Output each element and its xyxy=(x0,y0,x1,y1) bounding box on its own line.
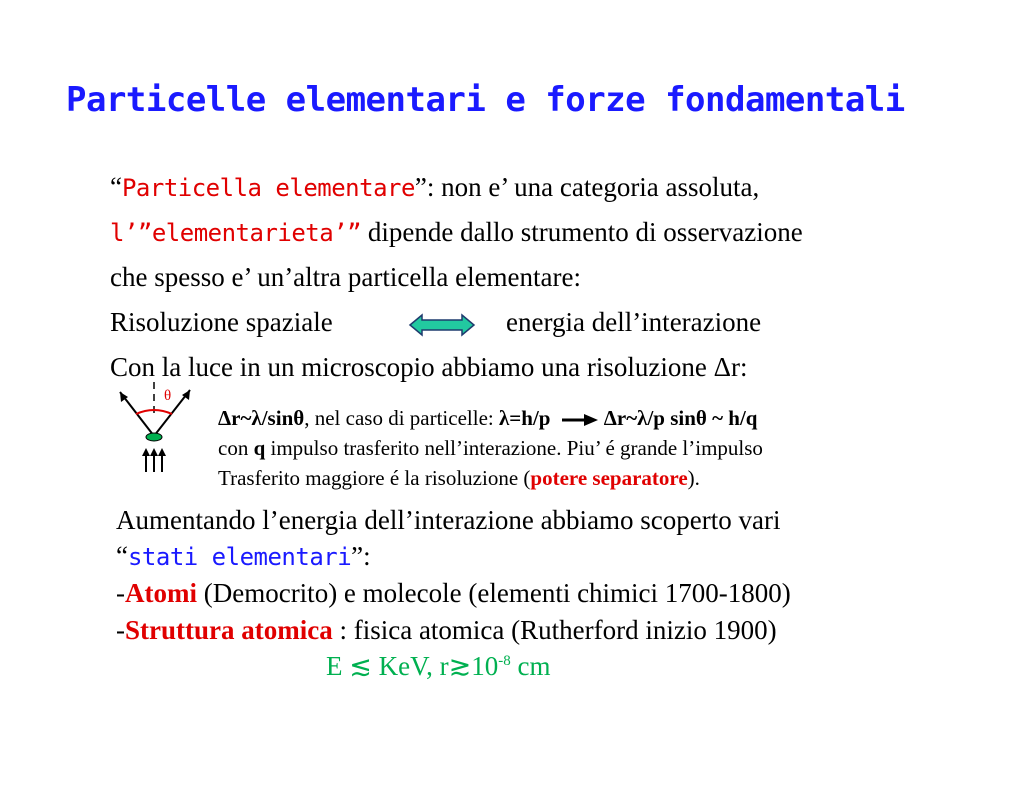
formula-hq: Δr~λ/p sinθ ~ h/q xyxy=(603,406,758,430)
resolution-left-text: Risoluzione spaziale xyxy=(110,307,333,337)
para1-line2 xyxy=(110,217,803,248)
double-arrow-icon xyxy=(408,312,476,338)
atomi-rest: (Democrito) e molecole (elementi chimici 1700-1800) xyxy=(196,578,791,608)
dash: - xyxy=(116,615,125,645)
quote-close-2: ”: xyxy=(351,541,371,571)
energy-a: E ≲ KeV, r≳10 xyxy=(326,651,499,681)
theta-label: θ xyxy=(164,388,172,404)
line1-rest: ”: non e’ una categoria assoluta, xyxy=(414,172,760,202)
para1-line3: che spesso e’ un’altra particella elementare: xyxy=(110,262,581,292)
term-prefix: l’ xyxy=(110,219,138,247)
formula-l2a: con xyxy=(218,436,254,460)
energy-scale xyxy=(326,651,550,682)
energy-unit: cm xyxy=(510,651,551,681)
slide-title: Particelle elementari e forze fondamentali xyxy=(66,80,905,120)
line2-rest: dipende dallo strumento di osservazione xyxy=(361,217,803,247)
term-elementarieta: ”elementarieta’” xyxy=(137,219,362,247)
formula-l2c: impulso trasferito nell’interazione. Piu’ é grande l’impulso xyxy=(265,436,763,460)
formula-line1 xyxy=(218,406,757,431)
microscope-diagram xyxy=(108,380,208,480)
formula-l3c: ). xyxy=(687,466,700,490)
implies-arrow-icon xyxy=(560,412,600,428)
resolution-right-text: energia dell’interazione xyxy=(506,307,762,337)
bullet-struttura xyxy=(116,615,777,646)
quote-open: “ xyxy=(110,172,122,202)
struttura-label: Struttura atomica xyxy=(125,615,333,645)
para1-line1 xyxy=(110,172,759,203)
formula-line2 xyxy=(218,436,763,461)
formula-q: q xyxy=(253,436,266,460)
para2-line2 xyxy=(116,541,371,572)
atomi-label: Atomi xyxy=(125,578,197,608)
bullet-atomi xyxy=(116,578,791,609)
formula-text: , nel caso di particelle: xyxy=(304,406,499,430)
dash: - xyxy=(116,578,125,608)
para1-line5: Con la luce in un microscopio abbiamo una risoluzione Δr: xyxy=(110,352,748,382)
para2-line1: Aumentando l’energia dell’interazione abbiamo scoperto vari xyxy=(116,505,781,535)
formula-dr: Δr~λ/sinθ xyxy=(218,406,305,430)
formula-line3 xyxy=(218,466,700,491)
struttura-rest: : fisica atomica (Rutherford inizio 1900) xyxy=(332,615,777,645)
quote-open-2: “ xyxy=(116,541,128,571)
potere-separatore: potere separatore xyxy=(530,466,688,490)
formula-lambda: λ=h/p xyxy=(498,406,551,430)
term-particella-elementare: Particella elementare xyxy=(121,174,415,202)
term-stati-elementari: stati elementari xyxy=(127,543,352,571)
formula-l3a: Trasferito maggiore é la risoluzione ( xyxy=(218,466,531,490)
energy-exponent: -8 xyxy=(498,653,511,669)
